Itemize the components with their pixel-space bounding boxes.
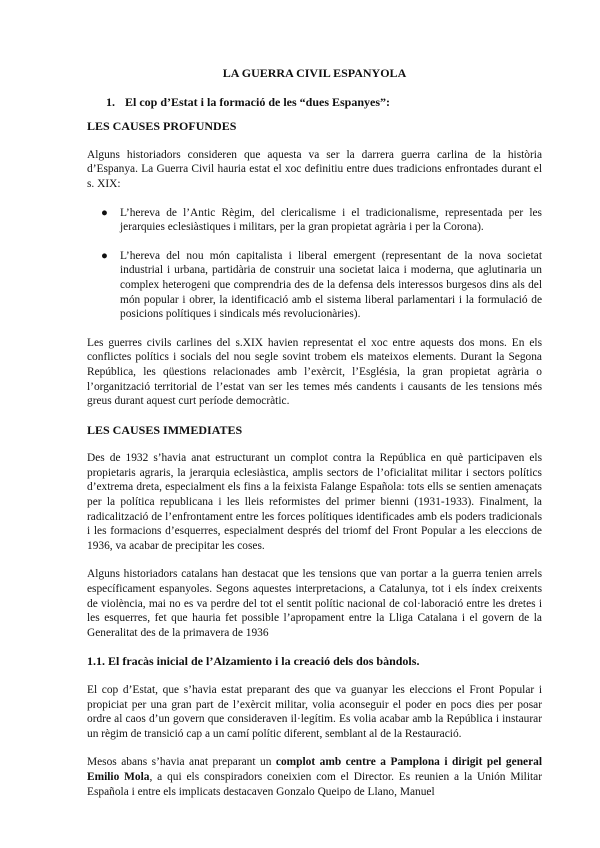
paragraph-intro: Alguns historiadors consideren que aquesta va ser la darrera guerra carlina de la història d’Espanya. La Guerra Civil hauria estat el xoc definitiu entre dues tradicions enfrontades durant el s. XIX: — [87, 148, 542, 190]
bullet-icon: ● — [101, 206, 108, 219]
heading-causes-immediates: LES CAUSES IMMEDIATES — [87, 422, 243, 437]
bullet-list — [87, 206, 542, 322]
paragraph-complot-1932: Des de 1932 s’havia anat estructurant un complot contra la República en què participaven els propietaris agraris, la jerarquia eclesiàstica, amplis sectors de l’oficialitat militar i sectors polítics d’extrema dreta, especialment els fins a la feixista Falange Española: tots ells se sentien amenaçats per la política republicana i les lleis reformistes del primer bienni (1931-1933). Finalment, la radicalització de l’enfrontament entre les forces polítiques identificades amb els poders tradicionals i les formacions d’esquerres, especialment després del triomf del Front Popular a les eleccions de 1936, va acabar de precipitar les coses. — [87, 452, 542, 552]
section-1-number: 1. — [106, 94, 115, 109]
bullet-icon: ● — [101, 249, 108, 262]
mesos-bold-text: complot amb centre a Pamplona i dirigit pel general Emilio Mola — [87, 756, 542, 783]
subsection-1-1-heading: 1.1. El fracàs inicial de l’Alzamiento i la creació dels dos bàndols. — [87, 654, 420, 669]
heading-causes-profundes: LES CAUSES PROFUNDES — [87, 119, 237, 134]
list-item — [87, 206, 542, 235]
list-item-text: L’hereva del nou món capitalista i liberal emergent (representant de la nova societat industrial i urbana, partidària de construir una societat laica i moderna, que aglutinaria un complex heterogeni que comprendria des de la defensa dels interessos burgesos dins als del món popular i obrer, la identificació amb el sistema liberal parlamentari i la formulació de posicions polítiques i sindicals més revolucionàries). — [120, 249, 542, 321]
document-title: LA GUERRA CIVIL ESPANYOLA — [222, 66, 407, 80]
paragraph-cop-estat: El cop d’Estat, que s’havia estat preparant des que va guanyar les eleccions el Front Popular i propiciat per una gran part de l’exèrcit militar, volia aconseguir el poder en pocs dies per posar ordre al caos d’un govern que consideraven il·legítim. Es volia acabar amb la República i instaurar un règim de transició cap a un camí polític diferent, semblant al de la Restauració. — [87, 684, 542, 740]
paragraph-guerres-carlines: Les guerres civils carlines del s.XIX havien representat el xoc entre aquests dos mons. En els conflictes polítics i socials del nou segle sovint trobem els mateixos elements. Durant la Segona República, les qüestions relacionades amb l’exèrcit, l’Església, la gran propietat agrària o l’organització territorial de l’estat van ser les temes més candents i causants de les tensions més greus durant aquest curt període democràtic. — [87, 336, 542, 408]
paragraph-historiadors-catalans: Alguns historiadors catalans han destacat que les tensions que van portar a la guerra tenien arrels específicament espanyoles. Segons aquestes interpretacions, a Catalunya, tot i els índex creixents de violència, mai no es va perdre del tot el sentit polític nacional de col·laboració entre les dretes i les esquerres, fet que hauria fet possible l’apropament entre la Lliga Catalana i el govern de la Generalitat des de la primavera de 1936 — [87, 568, 542, 639]
section-1-heading — [106, 95, 542, 110]
section-1-text: El cop d’Estat i la formació de les “dues Espanyes”: — [125, 94, 391, 109]
list-item — [87, 249, 542, 322]
mesos-text-a: Mesos abans s’havia anat preparant un — [87, 756, 276, 769]
list-item-text: L’hereva de l’Antic Règim, del clericalisme i el tradicionalisme, representada per les jerarquies eclesiàstiques i militars, per la gran propietat agrària i per la Corona). — [120, 206, 542, 234]
mesos-text-c: , a qui els conspiradors coneixien com el Director. Es reunien a la Unión Militar Española i entre els implicats destacaven Gonzalo Queipo de Llano, Manuel — [87, 770, 542, 798]
paragraph-mesos-abans — [87, 755, 542, 799]
